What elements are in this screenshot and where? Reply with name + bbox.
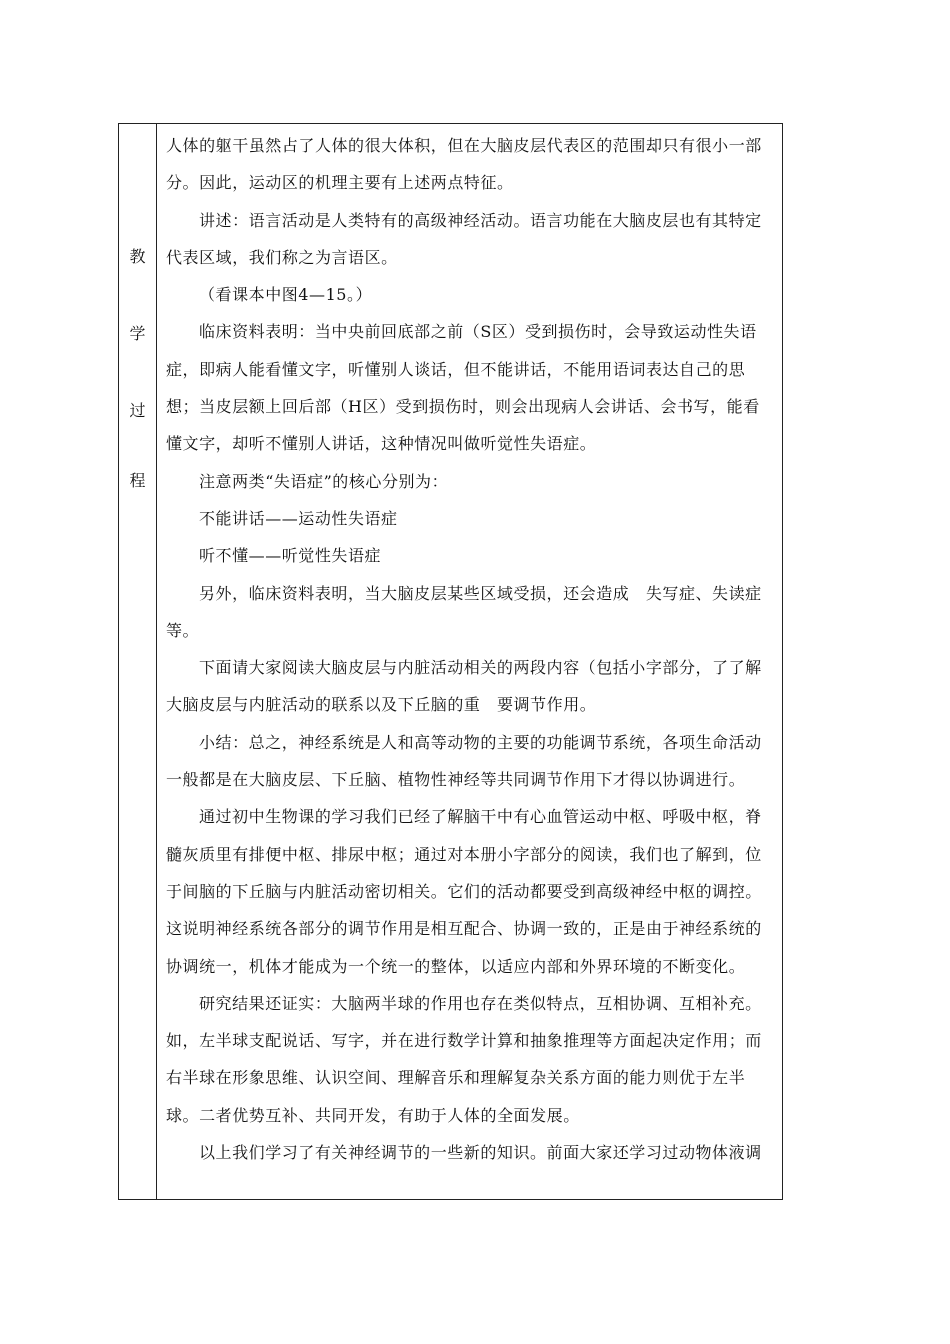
text-line: 注意两类“失语症”的核心分别为： (199, 471, 449, 491)
text-line: 人体的躯干虽然占了人体的很大体积，但在大脑皮层代表区的范围却只有很小一部 (166, 136, 762, 155)
section-label-char: 教 (129, 247, 146, 266)
text-line: 协调统一，机体才能成为一个统一的整体，以适应内部和外界环境的不断变化。 (166, 956, 746, 976)
text-line: 于间脑的下丘脑与内脏活动密切相关。它们的活动都要受到高级神经中枢的调控。 (166, 881, 762, 901)
text-line: 大脑皮层与内脏活动的联系以及下丘脑的重 要调节作用。 (166, 695, 597, 715)
text-line: 一般都是在大脑皮层、下丘脑、植物性神经等共同调节作用下才得以协调进行。 (166, 770, 746, 790)
text-line: 临床资料表明：当中央前回底部之前（S区）受到损伤时，会导致运动性失语 (199, 322, 757, 342)
section-label-char: 学 (129, 324, 146, 343)
text-line: 不能讲话——运动性失语症 (199, 508, 398, 528)
text-line: 球。二者优势互补、共同开发，有助于人体的全面发展。 (166, 1105, 580, 1125)
text-line: 以上我们学习了有关神经调节的一些新的知识。前面大家还学习过动物体液调 (199, 1143, 762, 1163)
text-line: （看课本中图4—15。） (199, 285, 373, 305)
text-line: 髓灰质里有排便中枢、排尿中枢；通过对本册小字部分的阅读，我们也了解到，位 (166, 844, 762, 864)
text-line: 听不懂——听觉性失语症 (199, 546, 382, 566)
text-line: 右半球在形象思维、认识空间、理解音乐和理解复杂关系方面的能力则优于左半 (166, 1068, 746, 1088)
text-line: 小结：总之，神经系统是人和高等动物的主要的功能调节系统，各项生命活动 (199, 732, 762, 752)
lesson-content (166, 127, 776, 1171)
section-label-char: 程 (129, 471, 146, 490)
text-line: 如，左半球支配说话、写字，并在进行数学计算和抽象推理等方面起决定作用；而 (166, 1031, 762, 1051)
text-line: 想；当皮层额上回后部（H区）受到损伤时，则会出现病人会讲话、会书写，能看 (166, 397, 760, 417)
text-line: 通过初中生物课的学习我们已经了解脑干中有心血管运动中枢、呼吸中枢，脊 (199, 807, 762, 827)
text-line: 分。因此，运动区的机理主要有上述两点特征。 (166, 173, 514, 193)
text-line: 另外，临床资料表明，当大脑皮层某些区域受损，还会造成 失写症、失读症 (199, 583, 762, 603)
text-line: 讲述：语言活动是人类特有的高级神经活动。语言功能在大脑皮层也有其特定 (199, 210, 762, 230)
text-line: 懂文字，却听不懂别人讲话，这种情况叫做听觉性失语症。 (166, 434, 597, 454)
text-line: 代表区域，我们称之为言语区。 (166, 247, 398, 267)
section-label-column (119, 124, 157, 1199)
section-label-char: 过 (129, 401, 146, 420)
text-line: 这说明神经系统各部分的调节作用是相互配合、协调一致的，正是由于神经系统的 (166, 919, 762, 939)
text-line: 等。 (166, 620, 200, 640)
text-line: 研究结果还证实：大脑两半球的作用也存在类似特点，互相协调、互相补充。 (199, 993, 762, 1013)
text-line: 下面请大家阅读大脑皮层与内脏活动相关的两段内容（包括小字部分，了了解 (199, 658, 762, 678)
lesson-table (118, 123, 783, 1200)
text-line: 症，即病人能看懂文字，听懂别人谈话，但不能讲话，不能用语词表达自己的思 (166, 359, 746, 379)
